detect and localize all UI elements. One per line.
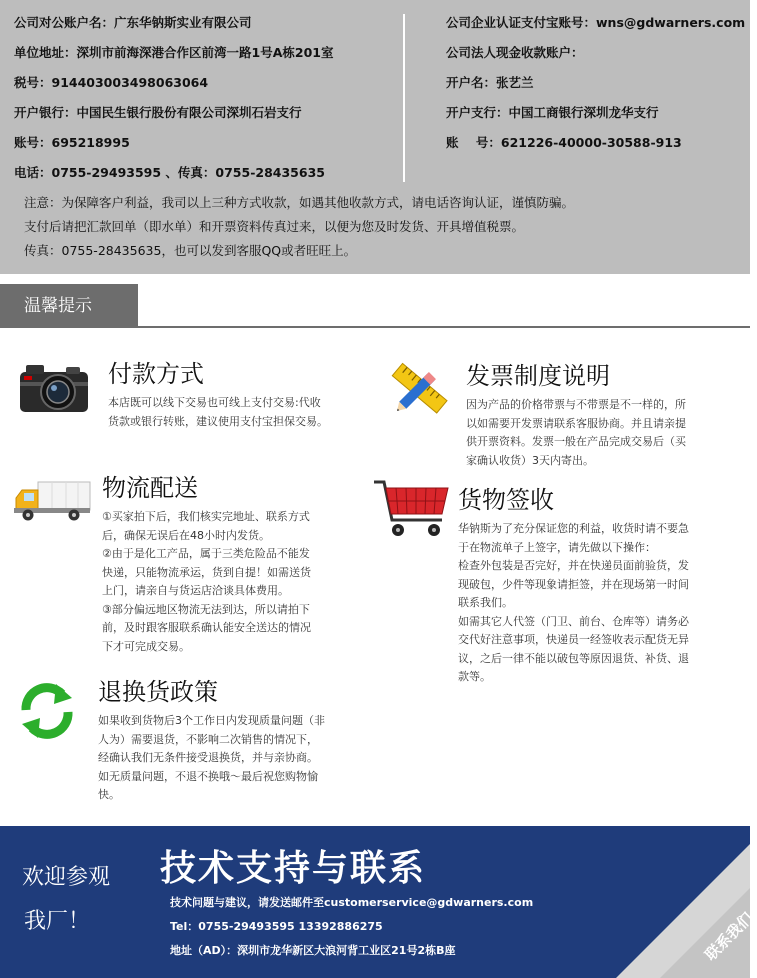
tip-line: 货款或银行转账，建议使用支付宝担保交易。 [108,414,328,428]
tip-line: 前，及时跟客服联系确认能安全送达的情况 [102,621,311,634]
note-line: 支付后请把汇款回单（即水单）和开票资料传真过来，以便为您及时发货、开具增值税票。 [24,219,525,234]
account-number: 账号：695218995 [14,135,130,150]
welcome-text: 欢迎参观 [22,865,111,890]
tip-line: 因为产品的价格带票与不带票是不一样的，所 [466,398,686,411]
alipay-account: 公司企业认证支付宝账号：wns@gdwarners.com [446,15,746,30]
camera-icon [18,360,90,418]
tips-header-tab: 温馨提示 [0,284,138,328]
tip-line: 联系我们。 [458,596,513,609]
column-divider [403,14,405,182]
tip-line: 如果收到货物后3个工作日内发现质量问题（非 [98,714,325,727]
pencil-ruler-icon [386,356,452,426]
company-account-name: 公司对公账户名：广东华钠斯实业有限公司 [14,15,252,30]
bank-name: 开户银行：中国民生银行股份有限公司深圳石岩支行 [14,105,302,120]
tip-body [98,712,325,805]
account-bank-branch: 开户支行：中国工商银行深圳龙华支行 [446,105,659,120]
support-email-line: 技术问题与建议，请发送邮件至customerservice@gdwarners.com [170,896,534,909]
tips-header-rule [0,326,750,328]
tip-returns [98,676,325,805]
tip-line: 以如需要开发票请联系客服协商。并且请亲提 [466,416,686,430]
note-line: 注意：为保障客户利益，我司以上三种方式收款，如遇其他收款方式，请电话咨询认证，谨慎防骗。 [24,195,575,210]
refresh-arrows-icon [16,680,78,746]
tip-line: 人为）需要退货，不影响二次销售的情况下， [98,732,318,746]
tip-line: 交代好注意事项，快递员一经签收表示配货无异 [458,633,689,646]
tip-title: 货物签收 [458,486,554,514]
tip-line: 下才可完成交易。 [102,639,190,653]
tip-title: 退换货政策 [98,678,218,706]
tip-receipt [458,484,689,687]
tip-title: 发票制度说明 [466,362,610,390]
payment-notes [24,192,744,264]
tip-payment-method [108,358,328,431]
tip-body [458,520,689,687]
tip-line: 如需其它人代签（门卫、前台、仓库等）请务必 [458,614,689,628]
tip-line: 华钠斯为了充分保证您的利益，收货时请不要急 [458,522,689,535]
tip-line: ①买家拍下后，我们核实完地址、联系方式 [102,510,310,523]
company-account-info [14,12,404,192]
tip-logistics [102,472,311,656]
tip-line: 经确认我们无条件接受退换货，并与亲协商。 [98,751,318,764]
contact-us-label[interactable]: 联系我们 [701,908,757,965]
tip-line: 款等。 [458,670,491,683]
alipay-cash-account-info [446,12,746,162]
tip-line: 如无质量问题，不退不换哦～最后祝您购物愉 [98,769,318,783]
welcome-text-2: 我厂！ [24,909,91,934]
contact-footer [0,826,750,978]
phone-fax: 电话：0755-29493595 、传真：0755-28435635 [14,165,325,180]
account-holder-name: 开户名：张艺兰 [446,75,534,90]
tip-line: 快。 [98,788,120,801]
tip-line: 供开票资料。发票一般在产品完成交易后（买 [466,435,686,448]
tip-line: 议，之后一律不能以破包等原因退货、补货、退 [458,651,689,665]
shopping-cart-icon [372,476,452,546]
legal-person-account-label: 公司法人现金收款账户： [446,45,584,60]
tip-body [102,508,311,656]
tip-body [108,394,328,431]
tax-number: 税号：914403003498063064 [14,75,209,90]
company-address: 单位地址：深圳市前海深港合作区前湾一路1号A栋201室 [14,45,334,60]
personal-account-number: 账 号：621226-40000-30588-913 [446,135,682,150]
payment-info-panel [0,0,750,274]
tip-line: ③部分偏远地区物流无法到达，所以请拍下 [102,602,310,616]
tip-body [466,396,686,470]
tip-line: ②由于是化工产品，属于三类危险品不能发 [102,547,310,560]
tip-line: 于在物流单子上签字，请先做以下操作： [458,540,656,554]
tip-line: 快递，只能物流承运，货到自提！如需送货 [102,565,311,579]
tip-line: 家确认收货）3天内寄出。 [466,453,594,467]
telephone-line: Tel：0755-29493595 13392886275 [170,920,383,933]
address-line: 地址（AD）：深圳市龙华新区大浪河背工业区21号2栋B座 [170,944,456,957]
tip-invoice [466,360,686,470]
tip-title: 物流配送 [102,474,198,502]
truck-icon [12,478,92,526]
tip-line: 检查外包装是否完好，并在快递员面前验货，发 [458,559,689,572]
tip-line: 现破包，少件等现象请拒签，并在现场第一时间 [458,577,689,591]
tip-title: 付款方式 [108,360,204,388]
tip-line: 本店既可以线下交易也可线上支付交易:代收 [108,396,321,409]
footer-title: 技术支持与联系 [160,848,427,889]
tip-line: 后，确保无误后在48小时内发货。 [102,528,270,542]
contact-corner-ribbon[interactable] [0,826,750,978]
note-line: 传真：0755-28435635，也可以发到客服QQ或者旺旺上。 [24,243,357,258]
tip-line: 上门，请亲自与货运店洽谈具体费用。 [102,584,289,597]
